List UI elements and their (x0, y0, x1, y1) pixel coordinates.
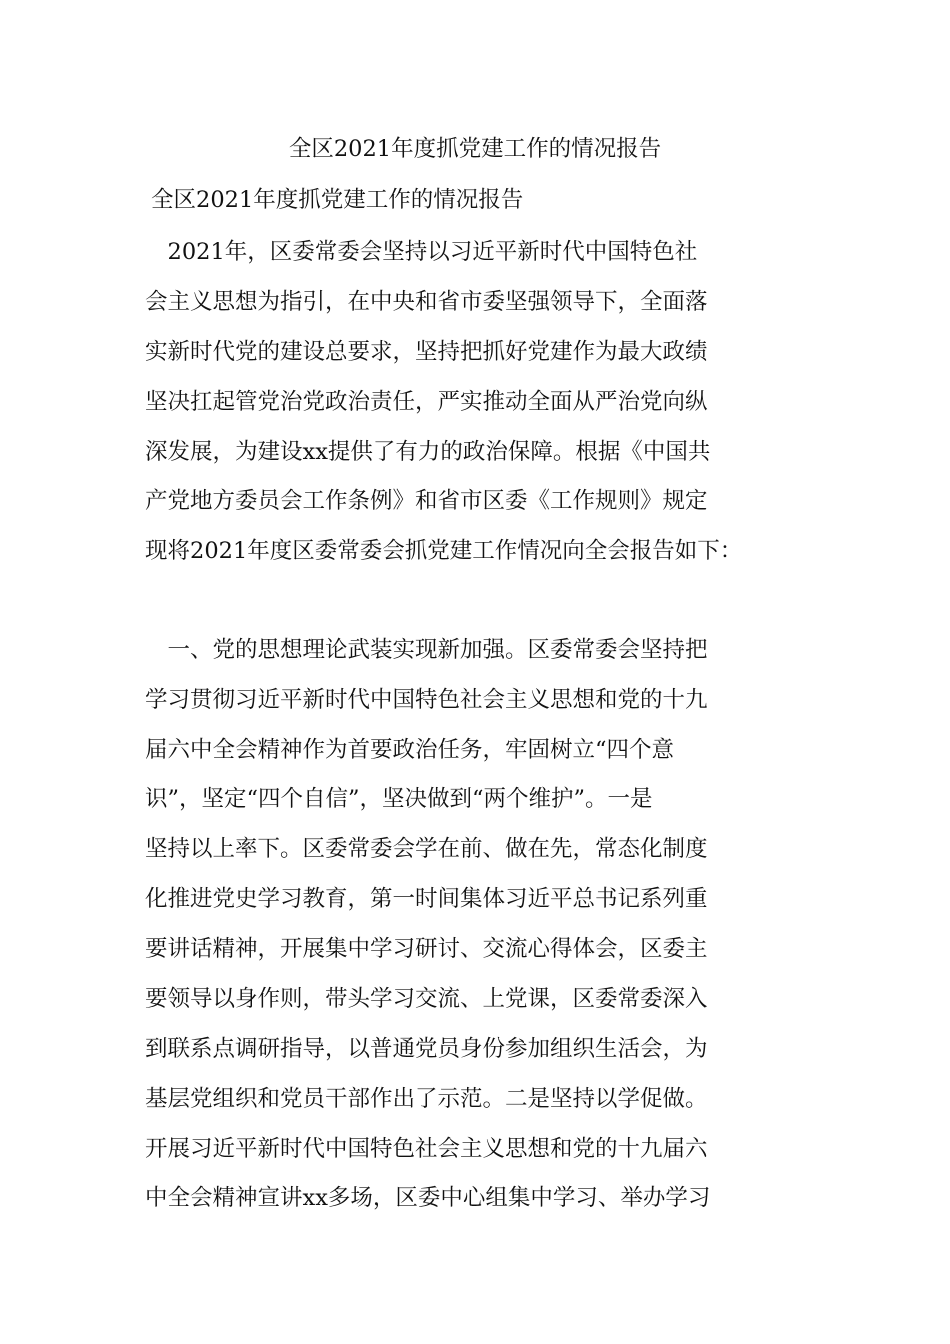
text-line: 一、党的思想理论武装实现新加强。区委常委会坚持把 (145, 637, 708, 663)
text-line: 学习贯彻习近平新时代中国特色社会主义思想和党的十九 (145, 687, 708, 713)
text-line: 中全会精神宣讲xx多场，区委中心组集中学习、举办学习 (145, 1185, 711, 1211)
text-line: 产党地方委员会工作条例》和省市区委《工作规则》规定 (145, 488, 708, 514)
text-line: 坚决扛起管党治党政治责任，严实推动全面从严治党向纵 (145, 389, 708, 415)
text-line: 深发展，为建设xx提供了有力的政治保障。根据《中国共 (145, 439, 711, 465)
text-line: 要讲话精神，开展集中学习研讨、交流心得体会，区委主 (145, 936, 708, 962)
text-line: 会主义思想为指引，在中央和省市委坚强领导下，全面落 (145, 289, 708, 315)
text-line: 识”，坚定“四个自信”，坚决做到“两个维护”。一是 (145, 786, 653, 812)
text-line: 化推进党史学习教育，第一时间集体习近平总书记系列重 (145, 886, 708, 912)
text-line: 实新时代党的建设总要求，坚持把抓好党建作为最大政绩 (145, 339, 708, 365)
text-line: 基层党组织和党员干部作出了示范。二是坚持以学促做。 (145, 1086, 708, 1112)
text-line: 坚持以上率下。区委常委会学在前、做在先，常态化制度 (145, 836, 708, 862)
text-line: 2021年，区委常委会坚持以习近平新时代中国特色社 (145, 239, 698, 265)
text-line: 现将2021年度区委常委会抓党建工作情况向全会报告如下： (145, 538, 743, 564)
text-line: 届六中全会精神作为首要政治任务，牢固树立“四个意 (145, 737, 675, 763)
document-title-centered: 全区2021年度抓党建工作的情况报告 (288, 136, 662, 162)
text-line: 开展习近平新时代中国特色社会主义思想和党的十九届六 (145, 1136, 708, 1162)
document-title-left: 全区2021年度抓党建工作的情况报告 (151, 187, 524, 213)
text-line: 到联系点调研指导，以普通党员身份参加组织生活会，为 (145, 1036, 708, 1062)
text-line: 要领导以身作则，带头学习交流、上党课，区委常委深入 (145, 986, 708, 1012)
